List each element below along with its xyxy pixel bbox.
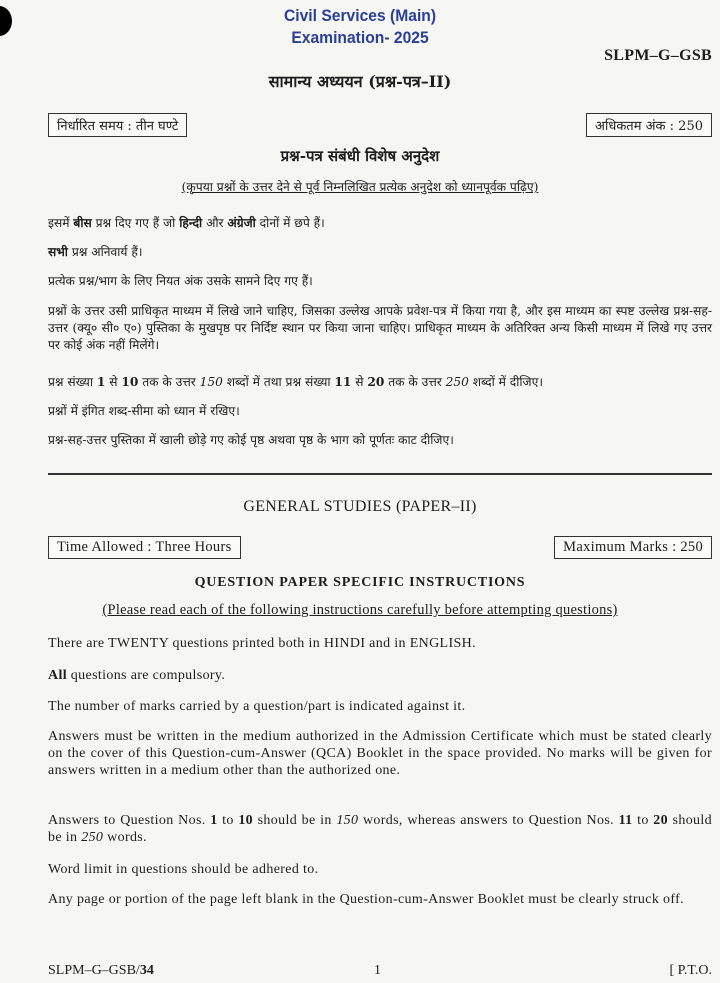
maximum-marks-box: Maximum Marks : 250 <box>554 536 712 559</box>
english-instructions-subheading: (Please read each of the following instructions carefully before attempting questions) <box>102 602 618 618</box>
exam-title-line1: Civil Services (Main) <box>283 6 437 25</box>
pto-marker: [ P.T.O. <box>669 963 712 978</box>
english-instruction-5: Answers to Question Nos. 1 to 10 should be in 150 words, whereas answers to Question Nos. 11 to 20 should be in 250 words. <box>48 813 712 845</box>
hindi-instructions-subheading: (कृपया प्रश्नों के उत्तर देने से पूर्व निम्नलिखित प्रत्येक अनुदेश को ध्यानपूर्वक पढ़िए) <box>181 180 539 194</box>
hindi-instruction-5: प्रश्न संख्या 1 से 10 तक के उत्तर 150 शब्दों में तथा प्रश्न संख्या 11 से 20 तक के उत्तर 250 शब्दों में दीजिए। <box>48 375 543 389</box>
hindi-paper-title: सामान्य अध्ययन (प्रश्न-पत्र–II) <box>268 72 452 91</box>
english-instruction-2: All questions are compulsory. <box>48 668 226 683</box>
time-allowed-box: Time Allowed : Three Hours <box>48 536 241 559</box>
english-paper-title: GENERAL STUDIES (PAPER–II) <box>243 498 477 515</box>
hindi-max-marks-box: अधिकतम अंक : 250 <box>586 113 712 137</box>
hindi-instruction-7: प्रश्न-सह-उत्तर पुस्तिका में खाली छोड़े गए कोई पृष्ठ अथवा पृष्ठ के भाग को पूर्णतः काट दीजिए। <box>48 433 454 447</box>
english-instruction-3: The number of marks carried by a question/part is indicated against it. <box>48 699 466 714</box>
hindi-time-allowed-box: निर्धारित समय : तीन घण्टे <box>48 113 187 137</box>
exam-title-line2: Examination- 2025 <box>291 28 429 47</box>
hindi-instruction-2: सभी प्रश्न अनिवार्य हैं। <box>48 245 143 259</box>
hindi-instruction-3: प्रत्येक प्रश्न/भाग के लिए नियत अंक उसके सामने दिए गए हैं। <box>48 274 313 288</box>
hindi-instructions-heading: प्रश्न-पत्र संबंधी विशेष अनुदेश <box>280 147 440 165</box>
english-instructions-heading: QUESTION PAPER SPECIFIC INSTRUCTIONS <box>194 575 526 590</box>
section-divider <box>48 473 712 475</box>
footer-paper-code: SLPM–G–GSB/34 <box>48 963 154 978</box>
scan-mark <box>0 6 12 36</box>
english-instruction-6: Word limit in questions should be adhered to. <box>48 862 319 877</box>
english-instruction-7: Any page or portion of the page left blank in the Question-cum-Answer Booklet must be clearly struck off. <box>48 892 685 907</box>
english-instruction-1: There are TWENTY questions printed both in HINDI and in ENGLISH. <box>48 636 476 651</box>
hindi-instruction-1: इसमें बीस प्रश्न दिए गए हैं जो हिन्दी और अंग्रेजी दोनों में छपे हैं। <box>48 216 325 230</box>
paper-code: SLPM–G–GSB <box>604 47 712 64</box>
hindi-instruction-6: प्रश्नों में इंगित शब्द-सीमा को ध्यान में रखिए। <box>48 404 240 418</box>
hindi-instruction-4: प्रश्नों के उत्तर उसी प्राधिकृत माध्यम में लिखे जाने चाहिए, जिसका उल्लेख आपके प्रवेश-पत्र में किया गया है, और इस माध्यम का स्पष्ट उल्लेख प्रश्न-सह-उत्तर (क्यू० सी० ए०) पुस्तिका के मुखपृष्ठ पर निर्दिष्ट स्थान पर किया जाना चाहिए। प्राधिकृत माध्यम के अतिरिक्त अन्य किसी माध्यम में लिखे गए उत्तर पर कोई अंक नहीं मिलेंगे। <box>48 304 712 352</box>
page-number: 1 <box>374 963 381 978</box>
english-instruction-4: Answers must be written in the medium authorized in the Admission Certificate which must be stated clearly on the cover of this Question-cum-Answer (QCA) Booklet in the space provided. No marks will be given for answers written in a medium other than the authorized one. <box>48 729 712 778</box>
